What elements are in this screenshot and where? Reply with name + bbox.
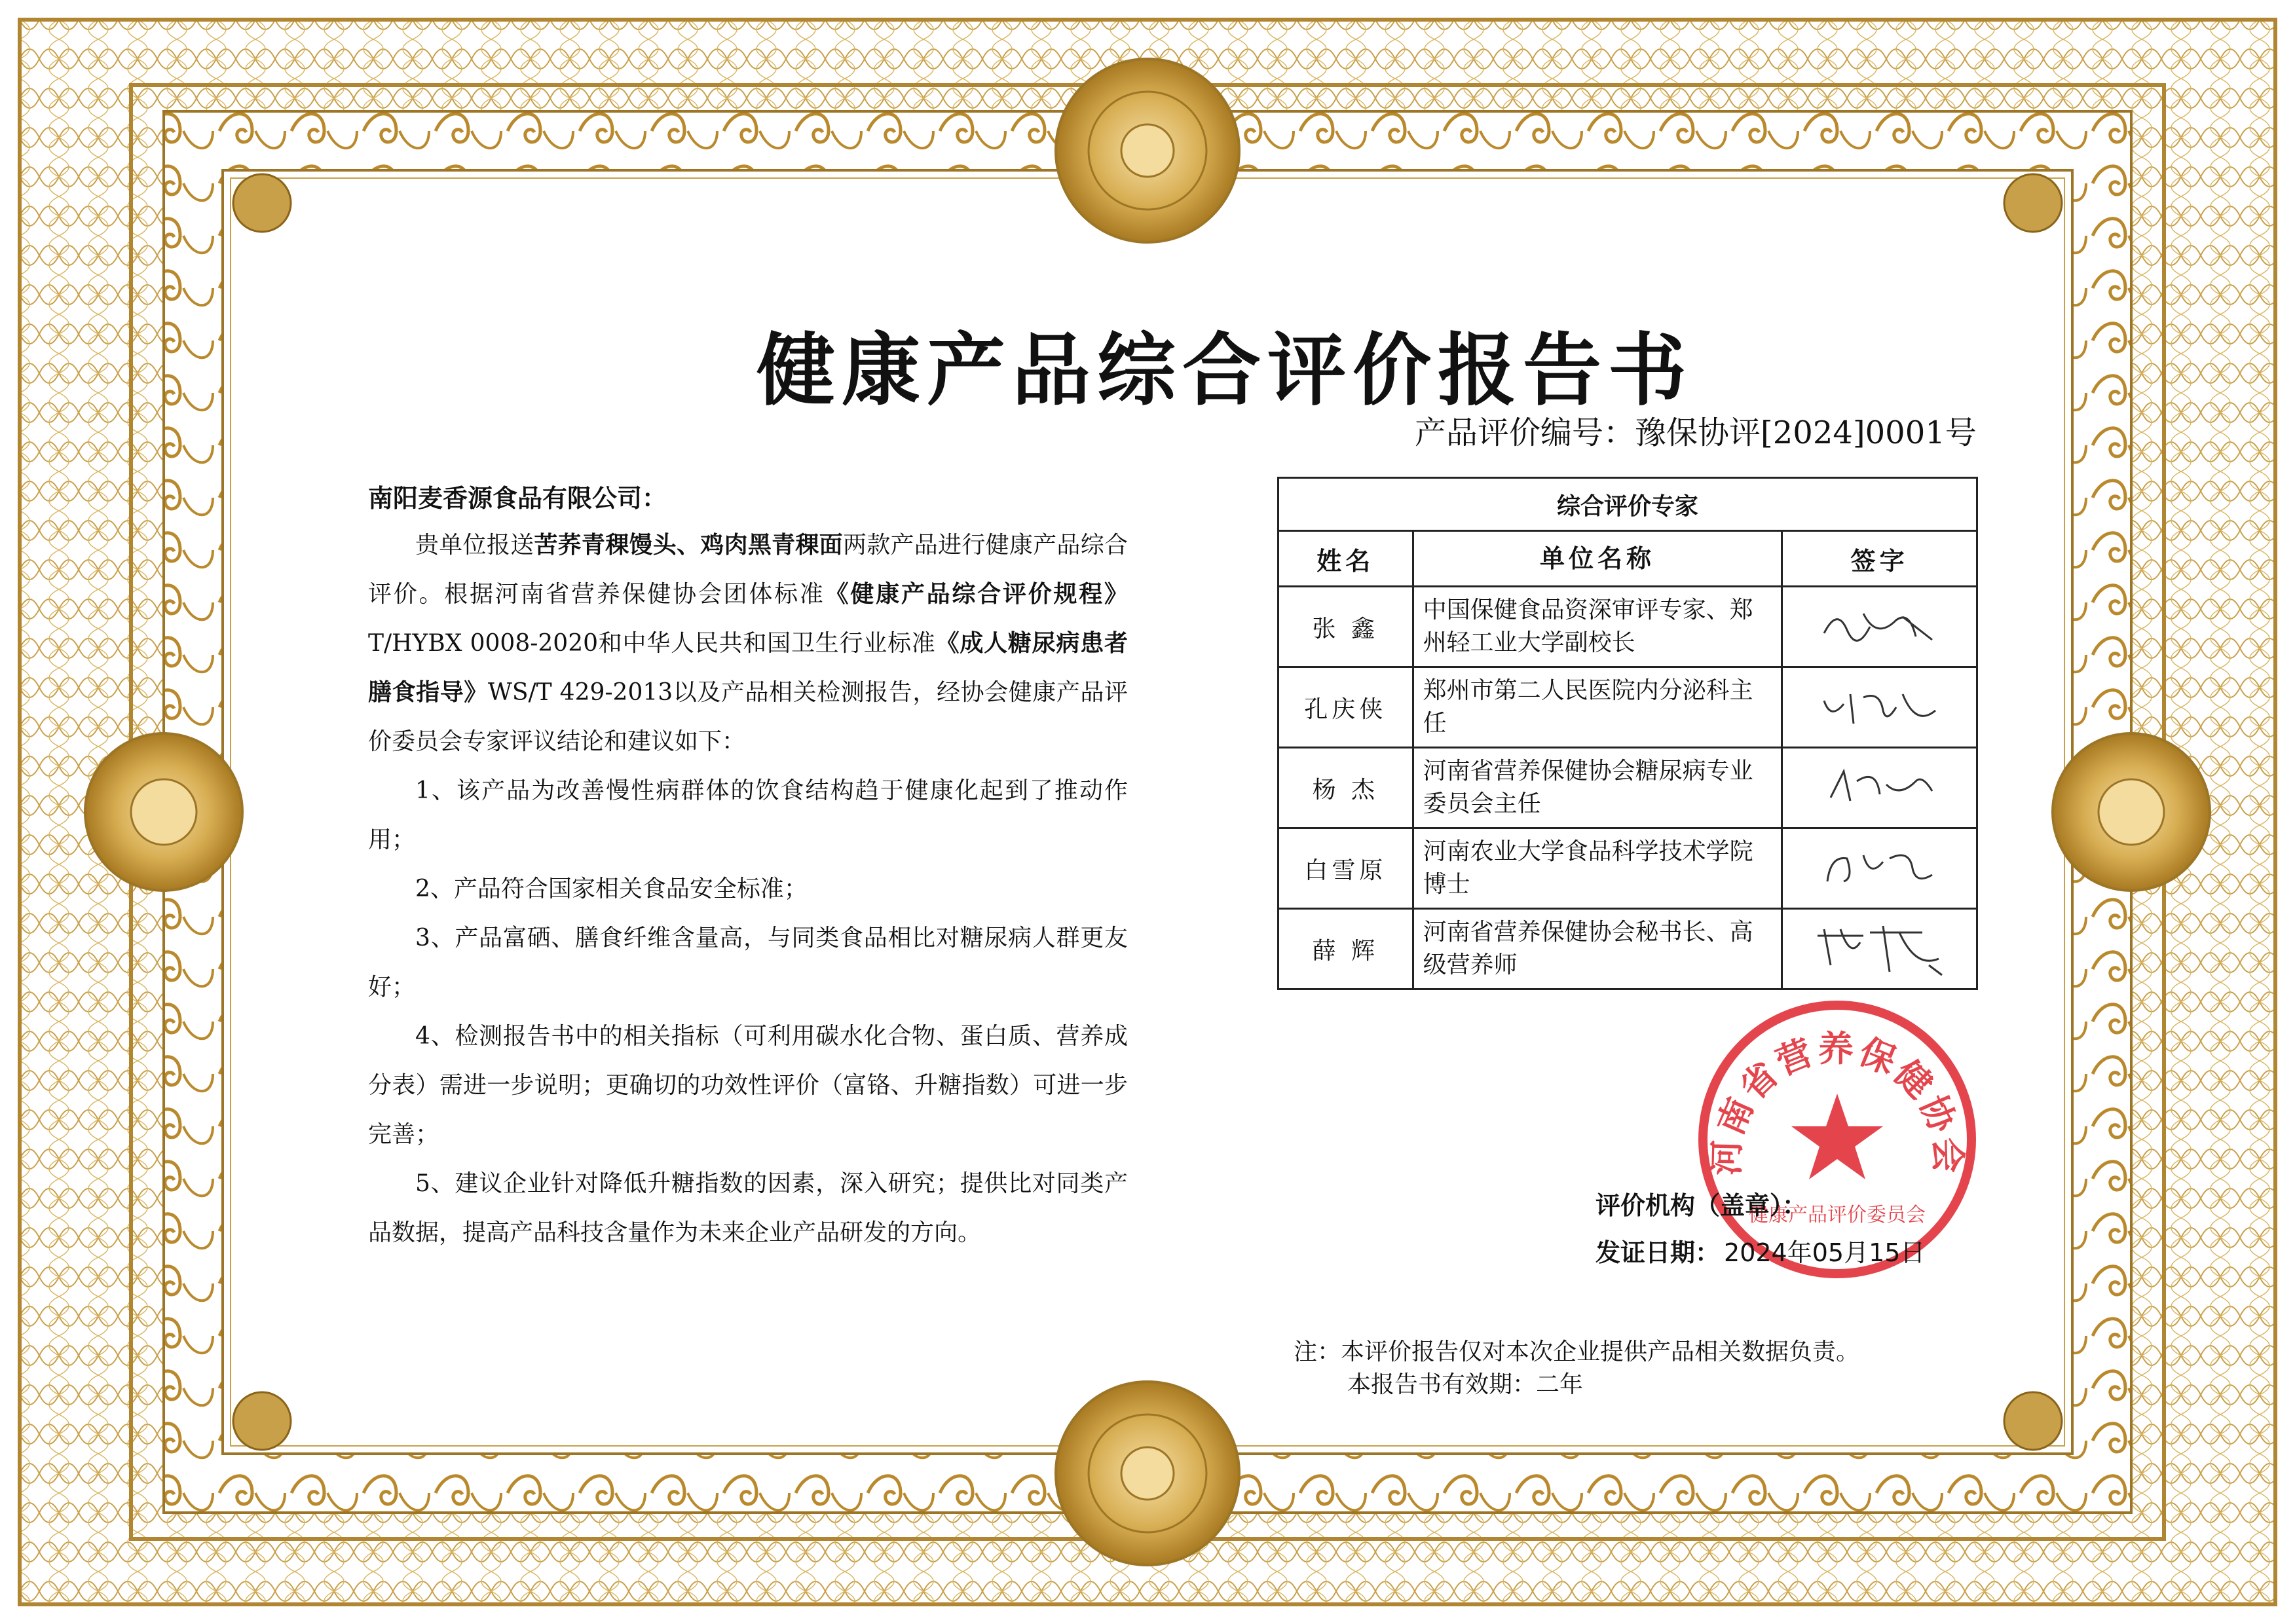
issue-date-label: 发证日期：: [1595, 1238, 1721, 1267]
signature-cell: [1782, 667, 1977, 748]
experts-table: [1277, 477, 1978, 990]
handwritten-signature: [1818, 600, 1942, 653]
bottom-rosette-icon: [1056, 1382, 1239, 1565]
handwritten-signature: [1818, 762, 1942, 814]
issuer-label: 评价机构（盖章）：: [1595, 1191, 1808, 1220]
expert-name: 孔庆侠: [1278, 667, 1413, 748]
expert-unit: 河南农业大学食品科学技术学院 博士: [1413, 828, 1782, 909]
note-line: 注：本评价报告仅对本次企业提供产品相关数据负责。: [1294, 1338, 1860, 1365]
conclusion-item: 2、产品符合国家相关食品安全标准；: [415, 876, 808, 902]
standard-1: 《健康产品综合评价规程》: [825, 581, 1128, 608]
expert-name: 张 鑫: [1278, 587, 1413, 667]
table-row: [1278, 828, 1977, 909]
table-caption: 综合评价专家: [1278, 478, 1977, 531]
header-name: 姓名: [1278, 531, 1413, 587]
table-row: [1278, 909, 1977, 989]
expert-name: 白雪原: [1278, 828, 1413, 909]
handwritten-signature: [1818, 842, 1942, 895]
expert-unit: 郑州市第二人民医院内分泌科主任: [1413, 667, 1782, 748]
document-title: 健康产品综合评价报告书: [756, 325, 1693, 416]
signature-cell: [1782, 748, 1977, 828]
table-header-row: [1278, 531, 1977, 587]
left-rosette-icon: [85, 733, 242, 891]
top-rosette-icon: [1056, 59, 1239, 242]
notes: [1294, 1336, 1859, 1401]
evaluation-number-label: 产品评价编号：: [1415, 415, 1635, 451]
product-names: 苦荞青稞馒头、鸡肉黑青稞面: [534, 532, 843, 559]
signature-cell: [1782, 828, 1977, 909]
table-caption-row: [1278, 478, 1977, 531]
evaluation-number: [1415, 407, 2017, 452]
signature-cell: [1782, 587, 1977, 667]
issue-date: [1595, 1232, 1925, 1268]
conclusion-item: 5、建议企业针对降低升糖指数的因素，深入研究；提供比对同类产品数据，提高产品科技含量作为未来企业产品研发的方向。: [368, 1170, 1128, 1246]
standard-2: 《成人糖尿病患者膳食指导》: [368, 630, 1128, 706]
issue-date-value: 2024年05月15日: [1724, 1238, 1926, 1267]
expert-unit: 中国保健食品资深审评专家、郑州轻工业大学副校长: [1413, 587, 1782, 667]
table-row: [1278, 587, 1977, 667]
expert-unit: 河南省营养保健协会糖尿病专业委员会主任: [1413, 748, 1782, 828]
table-row: [1278, 667, 1977, 748]
addressee: 南阳麦香源食品有限公司：: [368, 484, 667, 513]
expert-name: 薛 辉: [1278, 909, 1413, 989]
table-row: [1278, 748, 1977, 828]
conclusion-item: 3、产品富硒、膳食纤维含量高，与同类食品相比对糖尿病人群更友好；: [368, 925, 1128, 1001]
note-line: 本报告书有效期：二年: [1347, 1371, 1584, 1398]
evaluation-number-value: 豫保协评[2024]0001号: [1635, 415, 1977, 451]
intro-paragraph: 贵单位报送苦荞青稞馒头、鸡肉黑青稞面两款产品进行健康产品综合评价。根据河南省营养保健协会团体标准《健康产品综合评价规程》T/HYBX 0008-2020和中华人民共和国卫生行业标准《成人糖尿病患者膳食指导》WS/T 429-2013以及产品相关检测报告，经协会健康产品评价委员会专家评议结论和建议如下：: [368, 532, 1128, 755]
expert-unit: 河南省营养保健协会秘书长、高级营养师: [1413, 909, 1782, 989]
conclusion-item: 4、检测报告书中的相关指标（可利用碳水化合物、蛋白质、营养成分表）需进一步说明；更确切的功效性评价（富铬、升糖指数）可进一步完善；: [368, 1023, 1128, 1148]
handwritten-signature: [1811, 919, 1949, 978]
right-rosette-icon: [2053, 733, 2210, 891]
seal-org-text: 河南省营养保健协会: [1706, 1028, 1969, 1176]
conclusion-item: 1、该产品为改善慢性病群体的饮食结构趋于健康化起到了推动作用；: [368, 777, 1128, 853]
signature-cell: [1782, 909, 1977, 989]
header-sign: 签字: [1782, 531, 1977, 587]
expert-name: 杨 杰: [1278, 748, 1413, 828]
header-unit: 单位名称: [1413, 531, 1782, 587]
seal-dept-text: 健康产品评价委员会: [1749, 1204, 1926, 1227]
evaluation-body: [368, 521, 1128, 1257]
handwritten-signature: [1818, 681, 1942, 733]
